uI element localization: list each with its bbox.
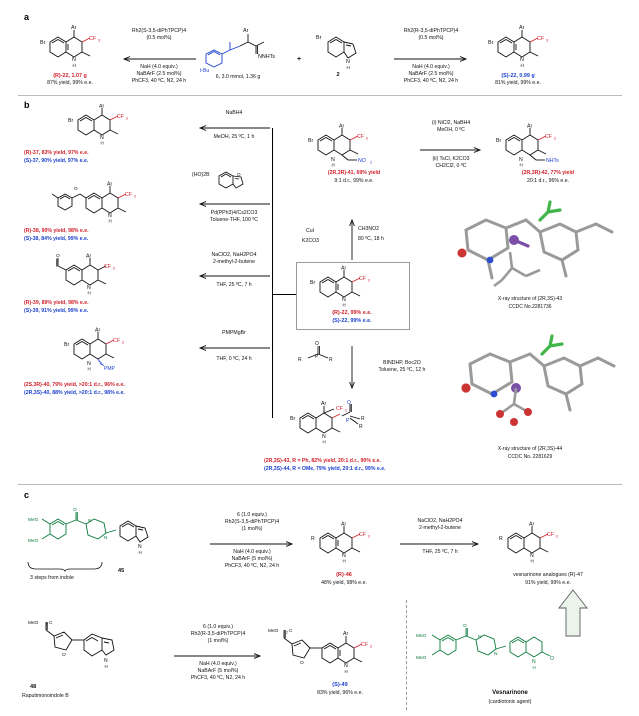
- svg-text:2: 2: [286, 630, 288, 635]
- structure-41: [300, 120, 412, 168]
- svg-text:3: 3: [546, 37, 549, 43]
- svg-text:Ar: Ar: [321, 401, 327, 407]
- structure-R-22-left: [30, 22, 122, 70]
- svg-text:N: N: [104, 658, 108, 664]
- label-2R3S-44: (2R,3S)-44, R = OMe, 79% yield, 20:1 d.r., 99% e.e.: [264, 466, 386, 472]
- svg-text:Ar: Ar: [95, 327, 101, 334]
- structure-47: [488, 520, 588, 566]
- cond-henry-temp: 80 ºC, 18 h: [358, 236, 384, 242]
- svg-text:H: H: [346, 65, 350, 70]
- xray-caption-44-line1: X-ray structure of (2R,3S)-44: [497, 446, 563, 452]
- svg-text:Br: Br: [64, 342, 70, 348]
- svg-text:MeO: MeO: [416, 634, 427, 639]
- svg-text:H: H: [520, 63, 524, 68]
- center-label-S22: (S)-22, 99% e.e.: [332, 318, 372, 324]
- structure-39: [56, 252, 162, 298]
- svg-text:3: 3: [125, 116, 128, 121]
- structure-49: [268, 622, 408, 678]
- svg-text:N: N: [87, 361, 91, 367]
- svg-text:NHTs: NHTs: [546, 158, 559, 164]
- conditions-right-3: NaH (4.0 equiv.): [412, 64, 450, 70]
- label-45: 45: [118, 568, 125, 574]
- svg-text:O: O: [347, 400, 351, 406]
- svg-text:Ar: Ar: [243, 28, 249, 34]
- svg-text:N: N: [331, 157, 335, 163]
- cond-nicl2-3: (ii) TsCl, K2CO3: [432, 156, 470, 162]
- svg-text:H: H: [108, 218, 112, 224]
- conditions-left-2: (0.5 mol%): [146, 35, 172, 41]
- svg-text:N: N: [100, 135, 104, 141]
- label-S-22: (S)-22, 0.99 g: [501, 73, 535, 79]
- arrow-phosphine: [348, 344, 356, 392]
- center-label-R22: (R)-22, 99% e.e.: [332, 310, 372, 316]
- svg-text:Br: Br: [496, 138, 502, 144]
- cond-c1b-3: THF, 25 ºC, 7 h: [422, 549, 458, 555]
- label-2R3S-43: (2R,3S)-43, R = Ph, 82% yield, 20:1 d.r., 90% e.e.: [264, 458, 381, 464]
- label-S-49: (S)-49: [332, 682, 348, 688]
- cond-c2-4: NaH (4.0 equiv.): [199, 661, 237, 667]
- svg-text:CF: CF: [547, 532, 554, 538]
- svg-text:Br: Br: [488, 40, 494, 46]
- structure-43-44: [280, 398, 410, 454]
- svg-text:3: 3: [367, 278, 370, 283]
- svg-text:H: H: [87, 366, 91, 372]
- label-S-38: (S)-38, 84% yield, 99% e.e.: [24, 236, 89, 242]
- structure-S-22-right: [478, 22, 570, 70]
- arrow-pinnick: [196, 272, 272, 282]
- arrow-grignard: [196, 344, 272, 354]
- arrow-nabh4: [196, 124, 272, 134]
- svg-text:N: N: [532, 659, 536, 665]
- yield-R-47: 91% yield, 99% e.e.: [525, 580, 571, 586]
- svg-text:Ar: Ar: [527, 123, 533, 130]
- svg-text:CF: CF: [357, 134, 364, 140]
- svg-text:3: 3: [369, 644, 372, 649]
- conditions-right-4: NaBArF (2.5 mol%): [408, 71, 454, 77]
- svg-text:MeO: MeO: [28, 621, 39, 626]
- svg-text:R: R: [311, 536, 315, 542]
- svg-text:3: 3: [133, 194, 136, 199]
- svg-text:N: N: [87, 285, 91, 291]
- xray-caption-43-line1: X-ray structure of (2R,3S)-43: [497, 296, 563, 302]
- cond-c2-5: NaBArF (5 mol%): [197, 668, 239, 674]
- svg-text:H: H: [104, 664, 108, 669]
- cond-pinnick-1: NaClO2, NaH2PO4: [211, 252, 257, 258]
- svg-text:H: H: [331, 162, 335, 168]
- conditions-left-4: NaBArF (2.5 mol%): [136, 71, 182, 77]
- cond-pinnick-3: THF, 25 ºC, 7 h: [216, 282, 252, 288]
- svg-text:Br: Br: [308, 138, 314, 144]
- svg-text:CF: CF: [359, 532, 366, 538]
- cond-c1-6: PhCF3, 40 ºC, N2, 24 h: [224, 563, 280, 569]
- svg-text:NNHTs: NNHTs: [258, 54, 276, 60]
- structure-37: [60, 104, 160, 146]
- svg-text:N: N: [88, 519, 92, 524]
- sub-45: 3 steps from indole: [30, 575, 74, 581]
- structure-reagent-6: [200, 20, 298, 72]
- brace-45: [26, 560, 104, 574]
- svg-text:CF: CF: [545, 134, 552, 140]
- svg-text:P: P: [346, 418, 350, 424]
- svg-text:CF: CF: [537, 36, 545, 42]
- xray-image-43: [436, 190, 626, 292]
- svg-text:O: O: [550, 656, 554, 662]
- svg-text:2: 2: [46, 622, 48, 627]
- cond-c1b-1: NaClO2, NaH2PO4: [417, 518, 463, 524]
- conditions-left-5: PhCF3, 40 ºC, N2, 24 h: [131, 78, 187, 84]
- xray-caption-43-line2: CCDC No.2281736: [508, 304, 552, 310]
- svg-text:CF: CF: [336, 406, 343, 412]
- svg-text:H: H: [532, 665, 536, 670]
- cond-phosphine-2: Toluene, 25 ºC, 12 h: [378, 367, 426, 373]
- cond-c1-4: NaH (4.0 equiv.): [233, 549, 271, 555]
- svg-text:R: R: [359, 424, 363, 430]
- conditions-right-5: PhCF3, 40 ºC, N2, 24 h: [403, 78, 459, 84]
- yield-2R3R-42: 20:1 d.r., 96% e.e.: [526, 178, 570, 184]
- panel-letter-b: b: [24, 100, 30, 110]
- label-R-22: (R)-22, 1.07 g: [53, 73, 87, 79]
- svg-text:R: R: [329, 357, 333, 363]
- cond-nabh4-2: MeOH, 25 ºC, 1 h: [213, 134, 255, 140]
- plus-sign: +: [297, 56, 302, 63]
- cond-c2-1: 6 (1.0 equiv.): [203, 624, 233, 630]
- label-R-37: (R)-37, 83% yield, 97% e.e.: [24, 150, 89, 156]
- yield-R-22: 87% yield, 99% e.e.: [47, 80, 93, 86]
- svg-text:N: N: [519, 157, 523, 163]
- svg-text:H: H: [138, 550, 142, 555]
- cond-c2-6: PhCF3, 40 ºC, N2, 24 h: [190, 675, 246, 681]
- svg-text:H: H: [342, 558, 346, 564]
- conditions-right-1: Rh2(R-3,5-diPhTPCP)4: [403, 28, 459, 34]
- svg-text:O: O: [73, 508, 77, 513]
- structure-42: [488, 120, 600, 168]
- label-reagent-6: 6, 3.0 mmol, 1.36 g: [215, 74, 261, 80]
- cond-c1b-2: 2-methyl-2-butene: [418, 525, 462, 531]
- svg-text:H: H: [342, 302, 346, 308]
- svg-text:C: C: [289, 629, 293, 634]
- svg-text:O: O: [56, 254, 60, 259]
- svg-text:3: 3: [367, 534, 370, 539]
- svg-text:H: H: [530, 558, 534, 564]
- sub-vesnarinone: (cardiotonic agent): [488, 699, 532, 705]
- svg-text:t-Bu: t-Bu: [200, 68, 210, 72]
- svg-text:3: 3: [553, 136, 556, 141]
- svg-text:Br: Br: [316, 35, 322, 41]
- structure-indole-2: [310, 28, 372, 72]
- yield-S-22: 81% yield, 99% e.e.: [495, 80, 541, 86]
- svg-text:Ar: Ar: [519, 25, 525, 31]
- structure-benzofuran-boronic: [213, 166, 261, 192]
- panel-letter-c: c: [24, 490, 30, 500]
- svg-text:R: R: [298, 357, 302, 363]
- label-2S3R-40: (2S,3R)-40, 79% yield, >20:1 d.r., 96% e.e.: [24, 382, 125, 388]
- cond-c1-2: Rh2(S-3,5-diPhTPCP)4: [224, 519, 280, 525]
- svg-text:O: O: [62, 653, 66, 658]
- svg-text:O: O: [300, 661, 304, 666]
- svg-text:3: 3: [344, 408, 347, 413]
- cond-suzuki-2: Pd(PPh3)4/Cs2CO3: [210, 210, 258, 216]
- structure-phosphine-reagent: [292, 340, 344, 368]
- svg-text:Br: Br: [310, 280, 316, 286]
- cond-pinnick-2: 2-methyl-2-butene: [212, 259, 256, 265]
- sub-48: Raputimonoindole B: [22, 693, 69, 699]
- svg-text:Ar: Ar: [529, 521, 535, 528]
- svg-text:CF: CF: [113, 338, 120, 344]
- svg-text:PMP: PMP: [104, 366, 115, 372]
- panel-letter-a: a: [24, 12, 30, 22]
- structure-48: [28, 612, 168, 682]
- svg-text:H: H: [100, 140, 104, 146]
- label-R-39: (R)-39, 89% yield, 98% e.e.: [24, 300, 89, 306]
- svg-text:N: N: [342, 297, 346, 303]
- svg-text:H: H: [87, 290, 91, 296]
- cond-c1-5: NaBArF (5 mol%): [231, 556, 273, 562]
- label-2R3S-40: (2R,3S)-40, 88% yield, >20:1 d.r., 98% e.e.: [24, 390, 125, 396]
- label-S-39: (S)-39, 91% yield, 99% e.e.: [24, 308, 89, 314]
- conditions-left-3: NaH (4.0 equiv.): [140, 64, 178, 70]
- conditions-right-2: (0.5 mol%): [418, 35, 444, 41]
- xray-caption-44-line2: CCDC No. 2281629: [507, 454, 553, 460]
- svg-text:Ar: Ar: [341, 265, 347, 272]
- svg-text:R: R: [499, 536, 503, 542]
- structure-46: [300, 520, 396, 566]
- svg-text:CF: CF: [125, 192, 132, 198]
- structure-38: [52, 180, 164, 224]
- cond-nabh4-1: NaBH4: [225, 110, 243, 116]
- svg-text:CF: CF: [361, 642, 368, 648]
- svg-text:P: P: [315, 354, 319, 360]
- svg-text:O: O: [237, 172, 241, 177]
- svg-text:CF: CF: [359, 276, 366, 282]
- svg-text:3: 3: [98, 37, 101, 43]
- svg-text:O: O: [463, 624, 467, 629]
- svg-text:Ar: Ar: [341, 521, 347, 528]
- svg-text:O: O: [74, 186, 78, 191]
- label-2R3R-42: (2R,3R)-42, 77% yield: [521, 170, 575, 176]
- cond-nicl2-4: CH2Cl2, 0 ºC: [435, 163, 467, 169]
- svg-text:Ar: Ar: [99, 104, 105, 110]
- svg-text:MeO: MeO: [28, 518, 39, 523]
- svg-text:MeO: MeO: [416, 656, 427, 661]
- label-vesnarinone-analogues: vesnarinone analogues (R)-47: [513, 572, 583, 578]
- svg-text:Ar: Ar: [343, 631, 349, 637]
- cond-phosphine-1: BINDHP, Boc2O: [383, 360, 421, 366]
- svg-text:Ar: Ar: [71, 25, 77, 31]
- svg-text:3: 3: [121, 340, 124, 345]
- structure-40: [56, 326, 164, 378]
- cond-c2-3: (1 mol%): [207, 638, 229, 644]
- svg-text:2: 2: [370, 160, 373, 165]
- svg-text:Ar: Ar: [86, 253, 92, 260]
- structure-vesnarinone: [414, 618, 614, 686]
- svg-text:N: N: [104, 536, 108, 541]
- svg-text:N: N: [520, 57, 524, 63]
- svg-text:3: 3: [555, 534, 558, 539]
- yield-2R3R-41: 9:1 d.r., 99% e.e.: [334, 178, 374, 184]
- svg-text:MeO: MeO: [268, 629, 279, 634]
- svg-text:H: H: [322, 439, 326, 445]
- cond-henry-k2co3: K2CO3: [302, 238, 320, 244]
- svg-text:Ar: Ar: [339, 123, 345, 130]
- cond-suzuki-3: Toluene-THF, 100 ºC: [209, 217, 259, 223]
- svg-text:CF: CF: [89, 36, 97, 42]
- label-S-37: (S)-37, 90% yield, 97% e.e.: [24, 158, 89, 164]
- label-R-38: (R)-38, 90% yield, 98% e.e.: [24, 228, 89, 234]
- label-R-46: (R)-46: [336, 572, 352, 578]
- svg-text:N: N: [478, 635, 482, 640]
- label-2R3R-41: (2R,3R)-41, 69% yield: [327, 170, 381, 176]
- cond-henry-ch3no2: CH3NO2: [358, 226, 380, 232]
- arrow-suzuki: [196, 200, 272, 210]
- svg-text:CF: CF: [104, 264, 111, 270]
- label-indole-2: 2: [336, 72, 340, 78]
- svg-text:H: H: [519, 162, 523, 168]
- svg-text:R: R: [361, 416, 365, 422]
- cond-suzuki-1: (HO)2B: [192, 172, 210, 178]
- xray-image-44: [436, 330, 626, 440]
- cond-c1-1: 6 (1.0 equiv.): [237, 512, 267, 518]
- svg-text:Ar: Ar: [107, 181, 113, 188]
- svg-text:N: N: [108, 213, 112, 219]
- cond-c2-2: Rh2(R-3,5-diPhTPCP)4: [190, 631, 246, 637]
- label-vesnarinone: Vesnarinone: [492, 690, 528, 696]
- svg-text:N: N: [346, 59, 350, 65]
- cond-grignard-1: PMPMgBr: [222, 330, 246, 336]
- svg-text:O: O: [315, 341, 319, 347]
- svg-text:Br: Br: [40, 40, 46, 46]
- conditions-left-1: Rh2(S-3,5-diPhTPCP)4: [131, 28, 187, 34]
- cond-grignard-2: THF, 0 ºC, 24 h: [216, 356, 252, 362]
- svg-text:N: N: [138, 544, 142, 550]
- svg-text:N: N: [72, 57, 76, 63]
- cond-nicl2-1: (i) NiCl2, NaBH4: [431, 120, 471, 126]
- svg-text:3: 3: [365, 136, 368, 141]
- svg-text:N: N: [322, 434, 326, 440]
- cond-nicl2-2: MeOH, 0 ºC: [437, 127, 465, 133]
- label-48: 48: [30, 684, 37, 690]
- svg-text:N: N: [344, 663, 348, 669]
- svg-text:NO: NO: [358, 158, 366, 164]
- svg-text:C: C: [49, 621, 53, 626]
- structure-center-22: [302, 264, 402, 308]
- svg-text:CF: CF: [117, 114, 124, 120]
- cond-henry-cui: CuI: [306, 228, 315, 234]
- arrow-nicl2: [418, 146, 484, 156]
- arrow-henry: [348, 218, 356, 264]
- svg-text:H: H: [72, 63, 76, 68]
- svg-text:MeO: MeO: [28, 539, 39, 544]
- svg-text:N: N: [342, 553, 346, 559]
- svg-text:Br: Br: [290, 416, 296, 422]
- yield-R-46: 48% yield, 98% e.e.: [321, 580, 367, 586]
- svg-text:Br: Br: [68, 118, 74, 124]
- svg-text:N: N: [530, 553, 534, 559]
- svg-text:3: 3: [112, 266, 115, 271]
- svg-text:H: H: [344, 669, 348, 674]
- cond-c1-3: (1 mol%): [241, 526, 263, 532]
- yield-S-49: 83% yield, 96% e.e.: [317, 690, 363, 696]
- svg-text:N: N: [494, 652, 498, 657]
